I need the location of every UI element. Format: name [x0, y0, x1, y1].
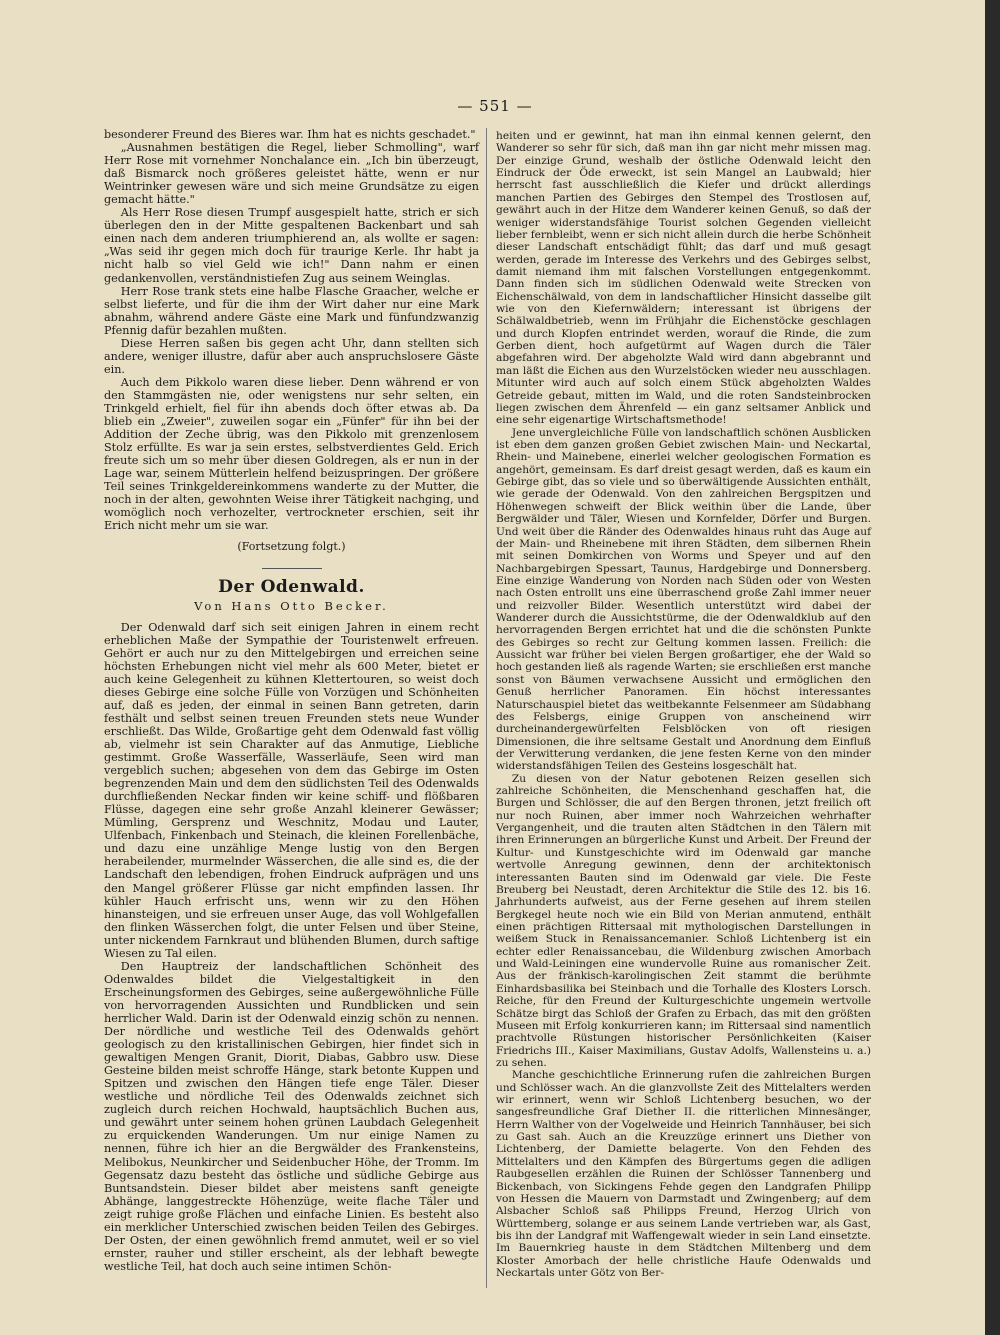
article-paragraph: Manche geschichtliche Erinnerung rufen die zahlreichen Burgen und Schlösser wach. An die glanzvollste Zeit des Mittelalters werden wir erinnert, wenn wir Schloß Lichtenberg besuchen, wo der sangesfreundliche Graf Diether II. die ritterlichen Minnesänger, Herrn Walther von der Vogelweide und Heinrich Tannhäuser, bei sich zu Gast sah. Auch an die Kreuzzüge erinnert uns Diether von Lichtenberg, der Damiette belagerte. Von den Fehden des Mittelalters und den Kämpfen des Bürgertums gegen die adligen Raubgesellen erzählen die Ruinen der Schlösser Tannenberg und Bickenbach, von Sickingens Fehde gegen den Landgrafen Philipp von Hessen die Mauern von Darmstadt und Zwingenberg; auf dem Alsbacher Schloß saß Philipps Freund, Herzog Ulrich von Württemberg, solange er aus seinem Lande vertrieben war, als Gast, bis ihn der Landgraf mit Waffengewalt wieder in sein Land einsetzte. Im Bauernkrieg hauste in dem Städtchen Miltenberg und dem Kloster Amorbach der helle christliche Haufe Odenwalds und Neckartals unter Götz von Ber-: [496, 1069, 871, 1280]
article-paragraph: heiten und er gewinnt, hat man ihn einmal kennen gelernt, den Wanderer so sehr für sich, daß man ihn gar nicht mehr missen mag. Der einzige Grund, weshalb der östliche Odenwald leicht den Eindruck der Öde erweckt, ist sein Mangel an Laubwald; hier herrscht fast ausschließlich die Kiefer und drückt allerdings manchen Partien des Gebirges den Stempel des Trostlosen auf, gewährt auch in der Hitze dem Wanderer keinen Genuß, so daß der weniger widerstandsfähige Tourist solchen Gegenden vielleicht lieber fernbleibt, wenn er sich nicht allein durch die herbe Schönheit dieser Landschaft entschädigt fühlt; das darf und muß gesagt werden, gerade im Interesse des Verkehrs und des Gebirges selbst, damit niemand ihm mit falschen Vorstellungen entgegenkommt. Dann finden sich im südlichen Odenwald weite Strecken von Eichenschälwald, von dem in landschaftlicher Hinsicht dasselbe gilt wie von den Kiefernwäldern; interessant ist übrigens der Schälwaldbetrieb, wenn im Frühjahr die Eichenstöcke geschlagen und durch Klopfen entrindet werden, worauf die Rinde, die zum Gerben dient, hoch aufgetürmt auf Wagen durch die Täler abgefahren wird. Der abgeholzte Wald wird dann abgebrannt und man läßt die Eichen aus den Wurzelstöcken wieder neu ausschlagen. Mitunter wird auch auf solch einem Stück abgeholzten Waldes Getreide gebaut, mitten im Wald, und die roten Sandsteinbrocken liegen zwischen dem Ährenfeld — ein ganz seltsamer Anblick und eine sehr eigenartige Wirtschaftsmethode!: [496, 130, 871, 427]
right-column: [496, 130, 871, 1279]
article-paragraph: Den Hauptreiz der landschaftlichen Schönheit des Odenwaldes bildet die Vielgestaltigkeit in den Erscheinungsformen des Gebirges, seine außergewöhnliche Fülle von hervorragenden Aussichten und Rundblicken und sein herrlicher Wald. Darin ist der Odenwald einzig schön zu nennen. Der nördliche und westliche Teil des Odenwalds gehört geologisch zu den kristallinischen Gebirgen, hier findet sich in gewaltigen Mengen Granit, Diorit, Diabas, Gabbro usw. Diese Gesteine bilden meist schroffe Hänge, stark betonte Kuppen und Spitzen und zwischen den Hängen tiefe enge Täler. Dieser westliche und nördliche Teil des Odenwalds zeichnet sich zugleich durch reichen Hochwald, hauptsächlich Buchen aus, und gewährt unter seinem hohen grünen Laubdach Gelegenheit zu erquickenden Wanderungen. Um nur einige Namen zu nennen, führe ich hier an die Bergwälder des Frankensteins, Melibokus, Neunkircher und Seidenbucher Höhe, der Tromm. Im Gegensatz dazu besteht das östliche und südliche Gebirge aus Buntsandstein. Dieser bildet aber meistens sanft geneigte Abhänge, langgestreckte Höhenzüge, weite flache Täler und zeigt ruhige große Flächen und einfache Linien. Es besteht also ein merklicher Unterschied zwischen beiden Teilen des Gebirges. Der Osten, der einen gewöhnlich fremd anmutet, weil er so viel ernster, rauher und stiller erscheint, als der lebhaft bewegte westliche Teil, hat doch auch seine intimen Schön-: [104, 959, 479, 1273]
left-column: [104, 128, 479, 1273]
column-divider: [486, 128, 487, 1288]
story-paragraph: Herr Rose trank stets eine halbe Flasche Graacher, welche er selbst lieferte, und für die ihm der Wirt daher nur eine Mark abnahm, während andere Gäste eine Mark und fünfundzwanzig Pfennig dafür bezahlen mußten.: [104, 284, 479, 337]
article-paragraph: Zu diesen von der Natur gebotenen Reizen gesellen sich zahlreiche Schönheiten, die Menschenhand geschaffen hat, die Burgen und Schlösser, die auf den Bergen thronen, jetzt freilich oft nur noch Ruinen, aber immer noch Wahrzeichen wehrhafter Vergangenheit, und die trauten alten Städtchen in den Tälern mit ihren Erinnerungen an bürgerliche Kunst und Arbeit. Der Freund der Kultur- und Kunstgeschichte wird im Odenwald gar manche wertvolle Anregung gewinnen, denn der architektonisch interessanten Bauten sind im Odenwald gar viele. Die Feste Breuberg bei Neustadt, deren Architektur die Stile des 12. bis 16. Jahrhunderts aufweist, aus der Ferne gesehen auf ihrem steilen Bergkegel heute noch wie ein Bild von Merian anmutend, enthält einen prächtigen Rittersaal mit mythologischen Darstellungen in weißem Stuck in Renaissancemanier. Schloß Lichtenberg ist ein echter edler Renaissancebau, die Wildenburg zwischen Amorbach und Wald-Leiningen eine wundervolle Ruine aus romanischer Zeit. Aus der fränkisch-karolingischen Zeit stammt die berühmte Einhardsbasilika bei Steinbach und die Torhalle des Klosters Lorsch. Reiche, für den Freund der Kulturgeschichte ungemein wertvolle Schätze birgt das Schloß der Grafen zu Erbach, das mit den größten Museen mit Erfolg konkurrieren kann; im Rittersaal sind namentlich prachtvolle Rüstungen historischer Persönlichkeiten (Kaiser Friedrichs III., Kaiser Maximilians, Gustav Adolfs, Wallensteins u. a.) zu sehen.: [496, 772, 871, 1069]
story-paragraph: „Ausnahmen bestätigen die Regel, lieber Schmolling", warf Herr Rose mit vornehmer Nonchalance ein. „Ich bin überzeugt, daß Bismarck noch größeres geleistet hätte, wenn er nur Weintrinker gewesen wäre und sich meine Grundsätze zu eigen gemacht hätte.": [104, 141, 479, 207]
section-divider: [262, 568, 322, 569]
story-paragraph: Auch dem Pikkolo waren diese lieber. Denn während er von den Stammgästen nie, oder wenigstens nur sehr selten, ein Trinkgeld erhielt, fiel für ihn abends doch öfter etwas ab. Da blieb ein „Zweier", zuweilen sogar ein „Fünfer" für ihn bei der Addition der Zeche übrig, was den Pikkolo mit grenzenlosem Stolz erfüllte. Es war ja sein erstes, selbstverdientes Geld. Erich freute sich um so mehr über diesen Goldregen, als er nun in der Lage war, seinem Mütterlein helfend beizuspringen. Der größere Teil seines Trinkgeldereinkommens wanderte zu der Mutter, die noch in der alten, gewohnten Weise ihrer Tätigkeit nachging, und womöglich noch verhozelter, vertrockneter erschien, seit ihr Erich nicht mehr um sie war.: [104, 375, 479, 533]
story-paragraph: Diese Herren saßen bis gegen acht Uhr, dann stellten sich andere, weniger illustre, dafür aber auch anspruchslosere Gäste ein.: [104, 336, 479, 376]
story-paragraph: Als Herr Rose diesen Trumpf ausgespielt hatte, strich er sich überlegen den in der Mitte gespaltenen Backenbart und sah einen nach dem anderen triumphierend an, als wollte er sagen: „Was seid ihr gegen mich doch für traurige Kerle. Ihr habt ja nicht halb so viel Geld wie ich!" Dann nahm er einen gedankenvollen, verständnistiefen Zug aus seinem Weinglas.: [104, 206, 479, 285]
article-title: Der Odenwald.: [218, 576, 365, 597]
article-paragraph: Jene unvergleichliche Fülle von landschaftlich schönen Ausblicken ist eben dem ganzen großen Gebiet zwischen Main- und Neckartal, Rhein- und Mainebene, einerlei welcher geologischen Formation es angehört, gemeinsam. Es darf dreist gesagt werden, daß es kaum ein Gebirge gibt, das so viele und so überwältigende Aussichten enthält, wie gerade der Odenwald. Von den zahlreichen Bergspitzen und Höhenwegen schweift der Blick weithin über die Lande, über Bergwälder und Täler, Wiesen und Kornfelder, Dörfer und Burgen. Und weit über die Ränder des Odenwaldes hinaus ruht das Auge auf der Main- und Rheinebene mit ihren Städten, dem silbernen Rhein mit seinen Domkirchen von Worms und Speyer und auf den Nachbargebirgen Spessart, Taunus, Hardgebirge und Donnersberg. Eine einzige Wanderung von Norden nach Süden oder von Westen nach Osten entrollt uns eine überraschend große Zahl immer neuer und reizvoller Bilder. Wesentlich unterstützt wird dabei der Wanderer durch die Aussichtstürme, die der Odenwaldklub auf den hervorragenden Bergen errichtet hat und die die schönsten Punkte des Gebirges so recht zur Geltung kommen lassen. Freilich: die Aussicht war früher bei vielen Bergen großartiger, ehe der Wald so hoch gestanden ließ als ragende Warten; sie erschließen erst manche sonst von Bäumen verwachsene Aussicht und ermöglichen den Genuß herrlicher Panoramen. Ein höchst interessantes Naturschauspiel bietet das weitbekannte Felsenmeer am Südabhang des Felsbergs, einige Gruppen von anscheinend wirr durcheinandergewürfelten Felsblöcken von oft riesigen Dimensionen, die ihre seltsame Gestalt und Anordnung dem Einfluß der Verwitterung verdanken, die jene festen Kerne von den minder widerstandsfähigen Teilen des Gesteins losgeschält hat.: [496, 426, 871, 773]
page-number: — 551 —: [457, 97, 533, 115]
story-paragraph: besonderer Freund des Bieres war. Ihm hat es nichts geschadet.": [104, 128, 476, 141]
scan-border: [985, 0, 1000, 1335]
article-paragraph: Der Odenwald darf sich seit einigen Jahren in einem recht erheblichen Maße der Sympathie der Touristenwelt erfreuen. Gehört er auch nur zu den Mittelgebirgen und erreichen seine höchsten Erhebungen nicht viel mehr als 600 Meter, bietet er auch keine Gelegenheit zu kühnen Klettertouren, so weist doch dieses Gebirge eine solche Fülle von Vorzügen und Schönheiten auf, daß es jeden, der einmal in seinen Bann getreten, darin festhält und selbst seinen treuen Freunden stets neue Wunder erschließt. Das Wilde, Großartige geht dem Odenwald fast völlig ab, vielmehr ist sein Charakter auf das Anmutige, Liebliche gestimmt. Große Wasserfälle, Wasserläufe, Seen wird man vergeblich suchen; abgesehen von dem das Gebirge im Osten begrenzenden Main und dem den südlichsten Teil des Odenwalds durchfließenden Neckar finden wir keine schiff- und flößbaren Flüsse, dagegen eine sehr große Anzahl kleinerer Gewässer; Mümling, Gersprenz und Weschnitz, Modau und Lauter, Ulfenbach, Finkenbach und Steinach, die kleinen Forellenbäche, und dazu eine unzählige Menge lustig von den Bergen herabeilender, murmelnder Wässerchen, die alle sind es, die der Landschaft den lebendigen, frohen Eindruck aufprägen und uns den Mangel größerer Flüsse gar nicht empfinden lassen. Ihr kühler Hauch erfrischt uns, wenn wir zu den Höhen hinansteigen, und sie erfreuen unser Auge, das voll Wohlgefallen den flinken Wässerchen folgt, die unter Felsen und über Steine, unter nickendem Farnkraut und blühenden Blumen, durch saftige Wiesen zu Tal eilen.: [104, 620, 479, 960]
continuation-note: (Fortsetzung folgt.): [237, 540, 346, 554]
article-byline: Von Hans Otto Becker.: [194, 598, 389, 613]
